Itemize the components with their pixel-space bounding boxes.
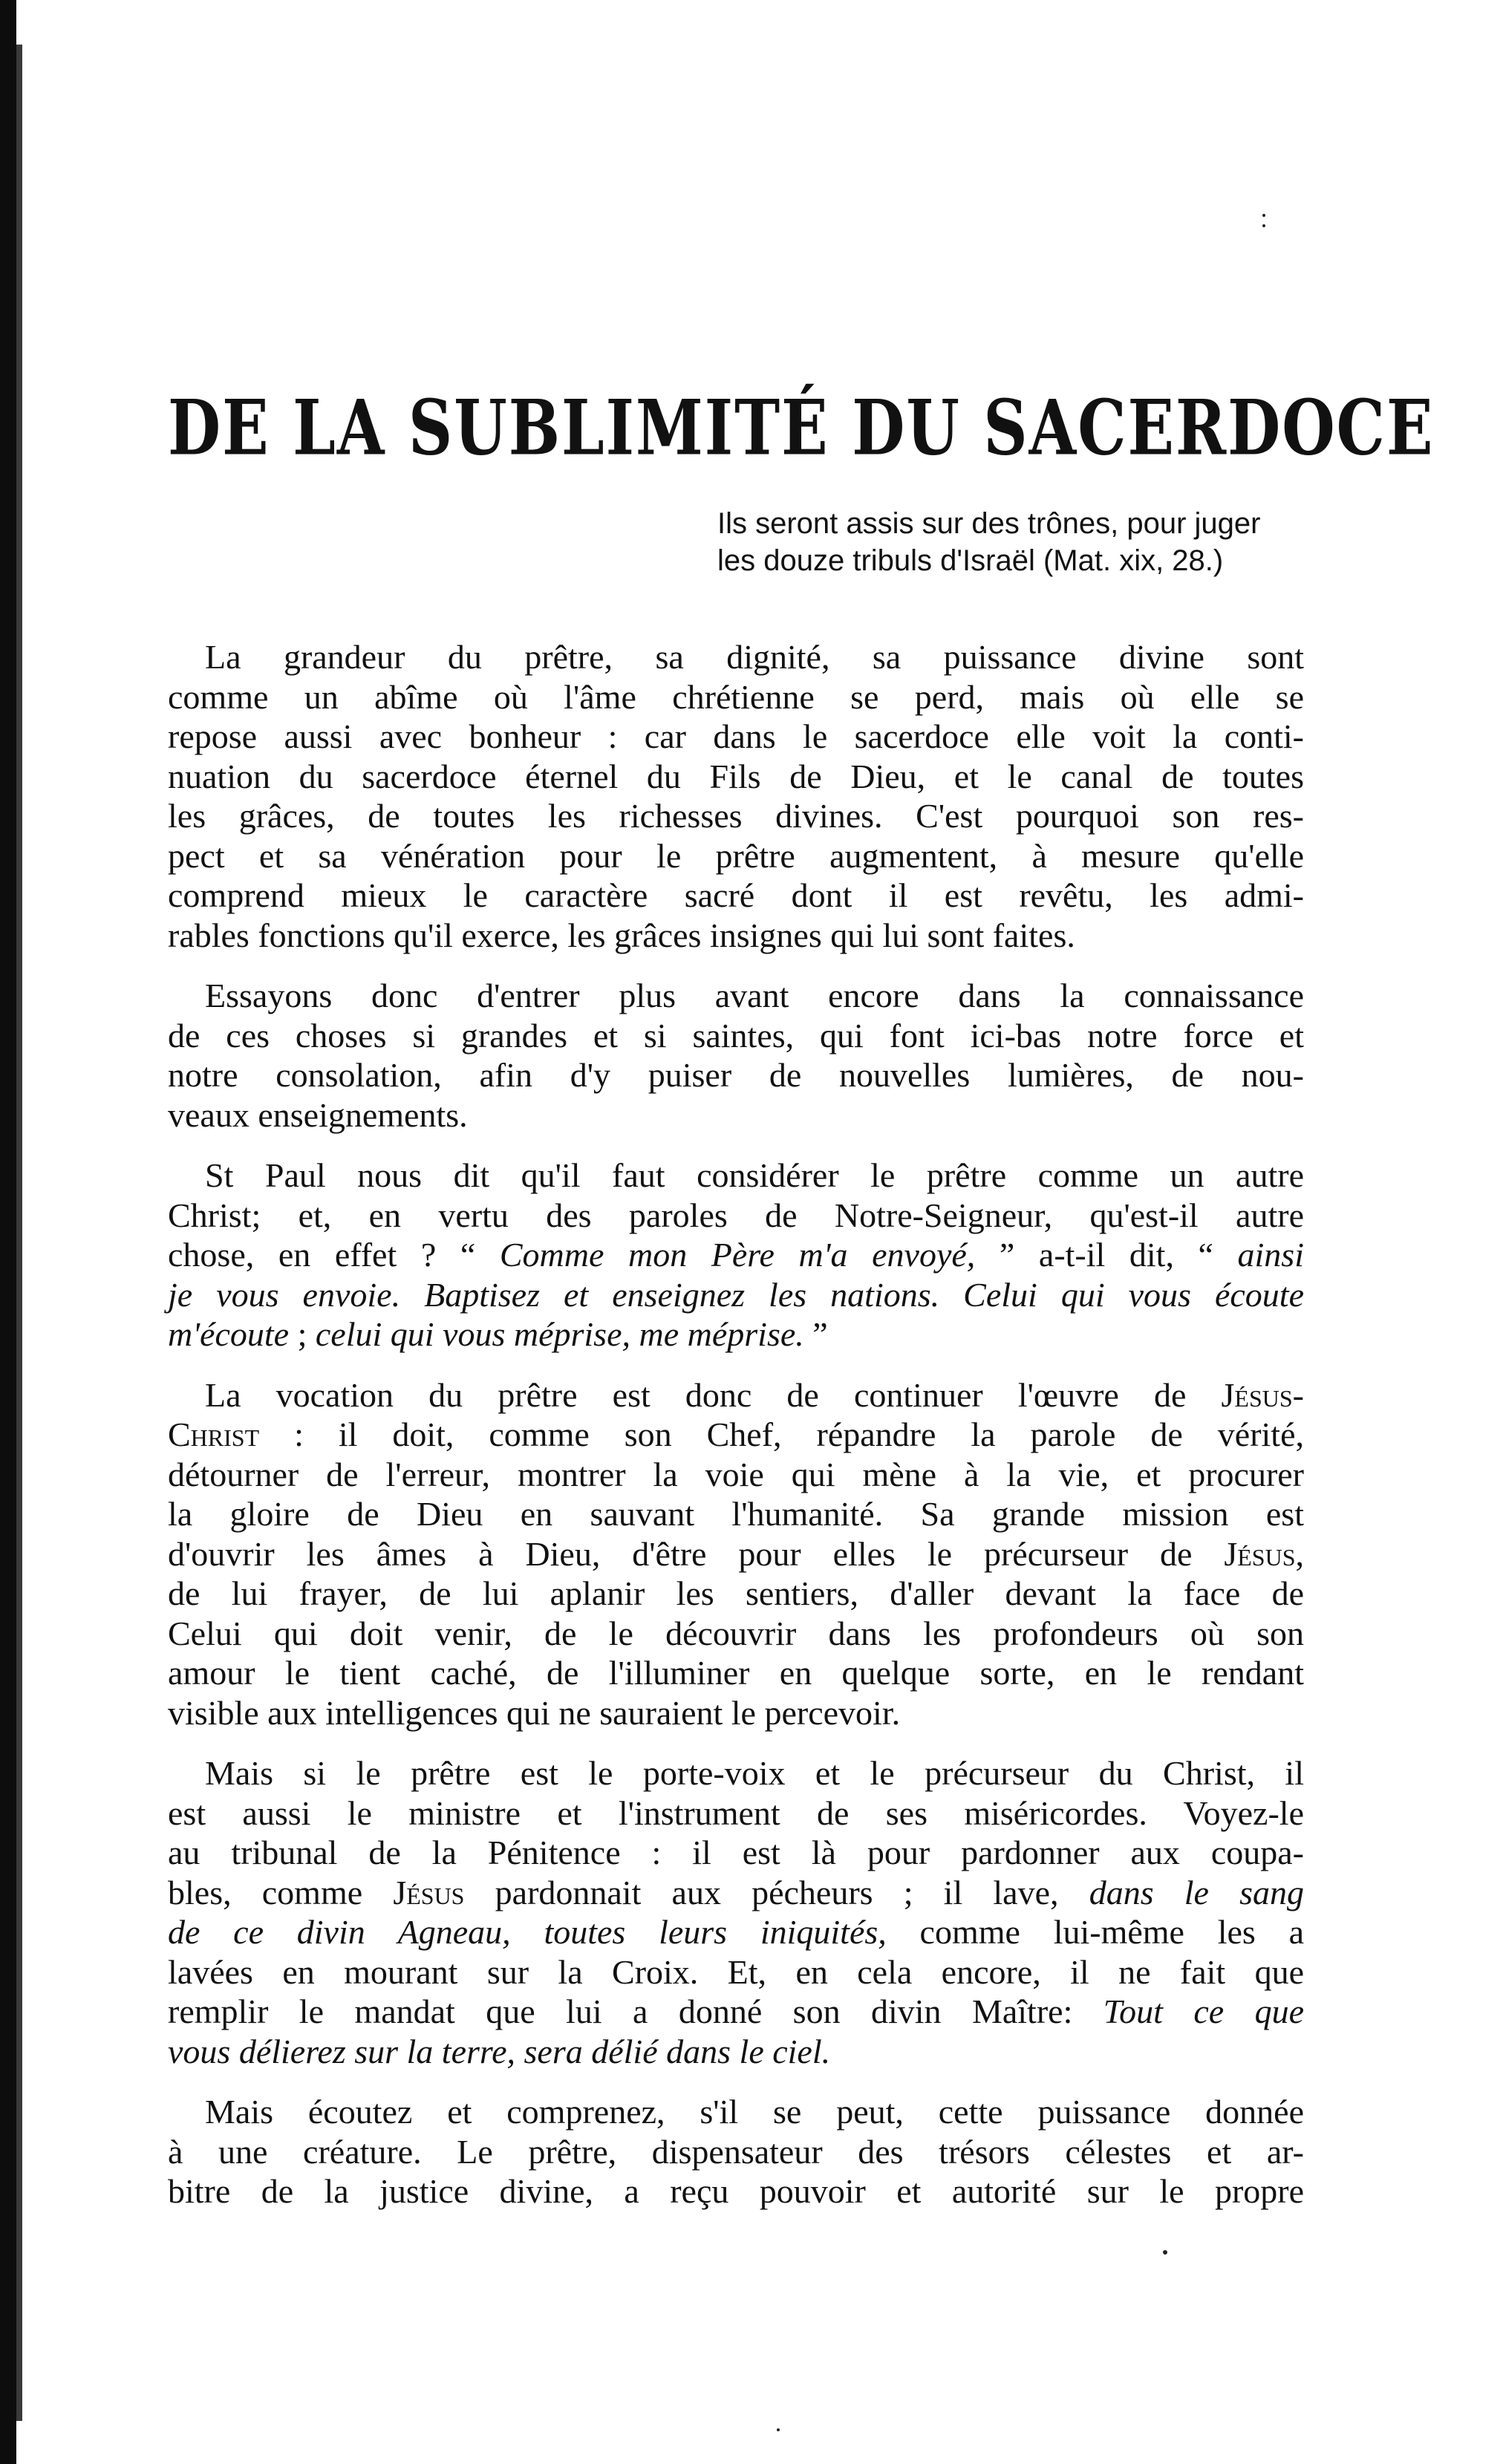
text-line: Celui qui doit venir, de le découvrir dans les profondeurs où son bbox=[168, 1614, 1304, 1652]
text-run: remplir le mandat que lui a donné son divin Maître: bbox=[168, 1992, 1103, 2031]
epigraph bbox=[717, 505, 1304, 579]
text-line: repose aussi avec bonheur : car dans le sacerdoce elle voit la conti- bbox=[168, 717, 1304, 756]
quote-text: dans le sang bbox=[1089, 1873, 1305, 1911]
text-line: lavées en mourant sur la Croix. Et, en cela encore, il ne fait que bbox=[168, 1952, 1304, 1991]
small-caps-name: Jésus- bbox=[1221, 1375, 1304, 1414]
ink-speck bbox=[1262, 224, 1265, 227]
quote-text: m'écoute bbox=[168, 1315, 290, 1354]
text-run: chose, en effet ? “ bbox=[168, 1236, 500, 1274]
text-run: comme lui-même les a bbox=[886, 1913, 1304, 1952]
text-line: détourner de l'erreur, montrer la voie qui mène à la vie, et procurer bbox=[168, 1455, 1304, 1493]
page-title: DE LA SUBLIMITÉ DU SACERDOCE bbox=[168, 383, 1435, 473]
text-line: La grandeur du prêtre, sa dignité, sa puissance divine sont bbox=[205, 638, 1304, 677]
binding-edge bbox=[0, 0, 16, 2464]
ink-speck bbox=[777, 2428, 780, 2431]
text-line: rables fonctions qu'il exerce, les grâces insignes qui lui sont faites. bbox=[168, 916, 1075, 954]
quote-text: celui qui vous méprise, me méprise. bbox=[315, 1315, 804, 1354]
page-body bbox=[168, 383, 1435, 2232]
quote-text: vous délierez sur la terre, sera délié dans le ciel. bbox=[168, 2032, 831, 2070]
quote-text: je vous envoie. Baptisez et enseignez les nations. Celui qui vous écoute bbox=[168, 1275, 1304, 1314]
paragraph-6 bbox=[168, 2092, 1304, 2212]
text-line bbox=[168, 1912, 1304, 1952]
text-line: visible aux intelligences qui ne sauraient le percevoir. bbox=[168, 1693, 901, 1732]
text-line bbox=[168, 1992, 1304, 2032]
text-line: bitre de la justice divine, a reçu pouvoir et autorité sur le propre bbox=[168, 2172, 1304, 2211]
text-line: Mais si le prêtre est le porte-voix et le précurseur du Christ, il bbox=[205, 1754, 1304, 1793]
text-line: de ces choses si grandes et si saintes, qui font ici-bas notre force et bbox=[168, 1016, 1304, 1055]
text-line bbox=[168, 1275, 1304, 1315]
ink-speck bbox=[1163, 2250, 1167, 2255]
text-line: nuation du sacerdoce éternel du Fils de Dieu, et le canal de toutes bbox=[168, 757, 1304, 795]
text-line: Essayons donc d'entrer plus avant encore dans la connaissance bbox=[205, 977, 1304, 1015]
paragraph-1 bbox=[168, 637, 1304, 955]
text-line: Mais écoutez et comprenez, s'il se peut, cette puissance donnée bbox=[205, 2093, 1304, 2131]
text-line: comme un abîme où l'âme chrétienne se perd, mais où elle se bbox=[168, 677, 1304, 716]
text-line: veaux enseignements. bbox=[168, 1095, 468, 1134]
text-line: St Paul nous dit qu'il faut considérer le prêtre comme un autre bbox=[205, 1156, 1304, 1195]
text-line bbox=[168, 1415, 1304, 1455]
text-line: Christ; et, en vertu des paroles de Notre-Seigneur, qu'est-il autre bbox=[168, 1196, 1304, 1234]
text-run: ” a-t-il dit, “ bbox=[975, 1236, 1238, 1274]
text-line bbox=[168, 1314, 1304, 1355]
paragraph-4 bbox=[168, 1375, 1304, 1733]
small-caps-name: Jésus bbox=[393, 1873, 465, 1911]
text-run: pardonnait aux pécheurs ; il lave, bbox=[464, 1873, 1089, 1911]
text-run: bles, comme bbox=[168, 1873, 394, 1911]
paragraph-5 bbox=[168, 1753, 1304, 2071]
text-line: est aussi le ministre et l'instrument de ses miséricordes. Voyez-le bbox=[168, 1793, 1304, 1832]
small-caps-name: Jésus bbox=[1224, 1534, 1296, 1573]
text-line: notre consolation, afin d'y puiser de nouvelles lumières, de nou- bbox=[168, 1056, 1304, 1095]
text-line: de lui frayer, de lui aplanir les sentiers, d'aller devant la face de bbox=[168, 1574, 1304, 1613]
paragraph-2 bbox=[168, 976, 1304, 1135]
quote-text: Comme mon Père m'a envoyé, bbox=[499, 1236, 976, 1274]
text-line bbox=[168, 1873, 1304, 1913]
text-line: comprend mieux le caractère sacré dont il est revêtu, les admi- bbox=[168, 876, 1304, 915]
text-line: les grâces, de toutes les richesses divines. C'est pourquoi son res- bbox=[168, 797, 1304, 835]
text-run: ; bbox=[289, 1315, 316, 1354]
quote-text: ainsi bbox=[1237, 1236, 1304, 1274]
text-line: pect et sa vénération pour le prêtre augmentent, à mesure qu'elle bbox=[168, 836, 1304, 875]
text-line: à une créature. Le prêtre, dispensateur des trésors célestes et ar- bbox=[168, 2132, 1304, 2171]
text-run: : il doit, comme son Chef, répandre la parole de vérité, bbox=[259, 1415, 1304, 1454]
paragraph-3 bbox=[168, 1156, 1304, 1355]
text-run: La vocation du prêtre est donc de continuer l'œuvre de bbox=[205, 1375, 1222, 1414]
text-line: amour le tient caché, de l'illuminer en quelque sorte, en le rendant bbox=[168, 1654, 1304, 1692]
text-line: la gloire de Dieu en sauvant l'humanité. Sa grande mission est bbox=[168, 1495, 1304, 1534]
text-line bbox=[168, 1235, 1304, 1275]
text-run: ” bbox=[803, 1315, 828, 1354]
text-line bbox=[168, 2032, 1304, 2072]
text-line bbox=[168, 1375, 1304, 1415]
text-line: au tribunal de la Pénitence : il est là pour pardonner aux coupa- bbox=[168, 1834, 1304, 1872]
epigraph-line: Ils seront assis sur des trônes, pour juger bbox=[717, 507, 1261, 541]
text-run: , bbox=[1295, 1534, 1304, 1573]
binding-shadow bbox=[16, 45, 22, 2421]
quote-text: de ce divin Agneau, toutes leurs iniquités, bbox=[168, 1913, 887, 1952]
text-line bbox=[168, 1534, 1304, 1574]
quote-text: Tout ce que bbox=[1103, 1992, 1304, 2031]
text-run: d'ouvrir les âmes à Dieu, d'être pour elles le précurseur de bbox=[168, 1534, 1225, 1573]
small-caps-name: Christ bbox=[168, 1415, 260, 1454]
epigraph-line: les douze tribuls d'Israël (Mat. xix, 28.) bbox=[717, 544, 1224, 578]
ink-speck bbox=[1262, 214, 1265, 217]
